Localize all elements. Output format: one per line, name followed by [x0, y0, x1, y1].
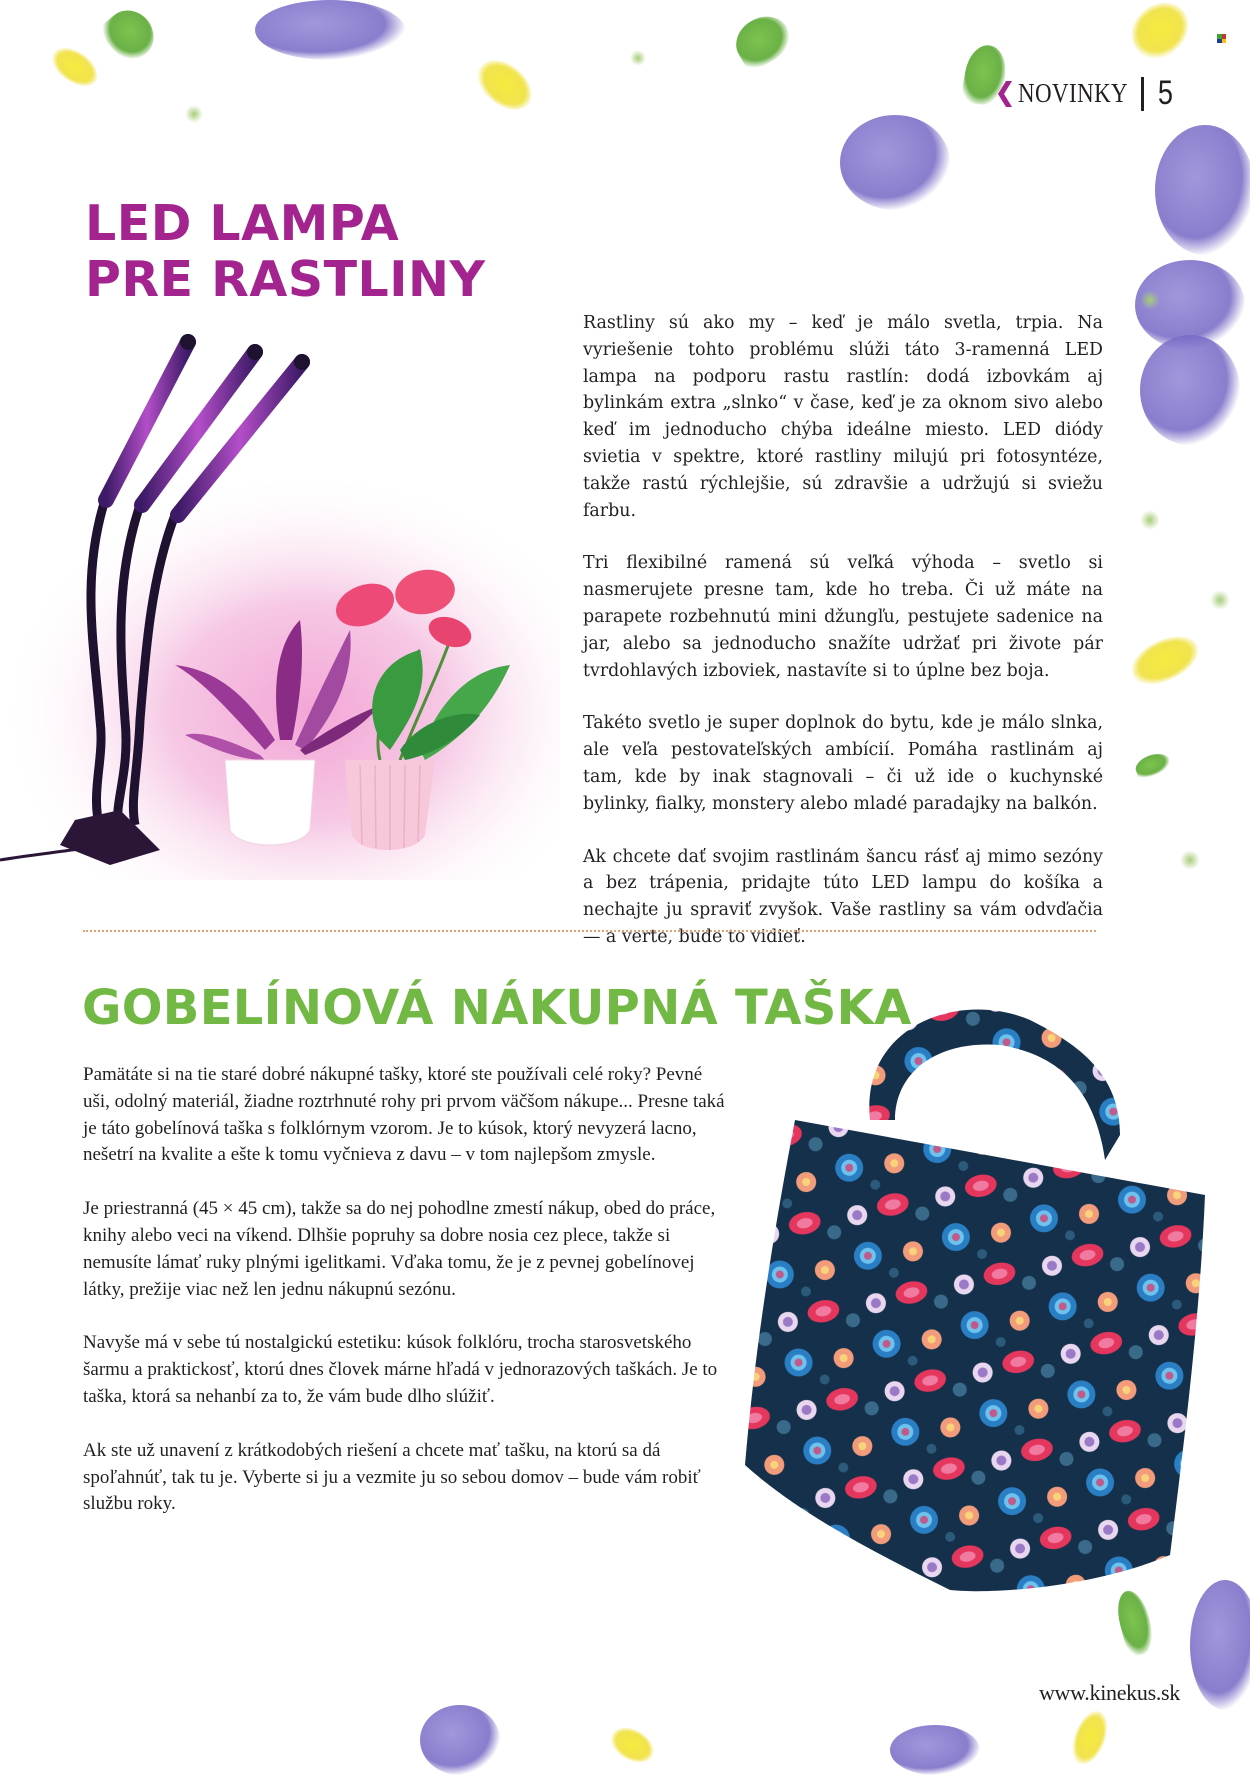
yellow-petal-decoration: [606, 1721, 660, 1769]
corner-logo-icon: [1217, 34, 1226, 43]
green-dot-decoration: [1210, 590, 1230, 610]
green-dot-decoration: [1140, 290, 1160, 310]
green-leaf-decoration: [1133, 750, 1173, 781]
bag-paragraph-2: Je priestranná (45 × 45 cm), takže sa do nej pohodlne zmestí nákup, obed do práce, knihy alebo veci na víkend. Dlhšie popruhy sa dobre nosia cez plece, takže si nemusíte lámať ruky plnými igelitkami. Vďaka tomu, že je z pevnej gobelínovej látky, prežije viac než len jednu nákupnú sezónu.: [83, 1198, 716, 1300]
bag-paragraph-4: Ak ste už unavení z krátkodobých riešení a chcete mať tašku, na ktorú sa dá spoľahnúť, tak tu je. Vyberte si ju a vezmite ju so sebou domov – bude vám robiť službu roky.: [83, 1439, 701, 1515]
lamp-article-title: [85, 196, 486, 308]
violet-petal-decoration: [255, 0, 405, 60]
violet-petal-decoration: [1135, 260, 1245, 350]
lamp-title-line-1: LED LAMPA: [85, 195, 400, 252]
yellow-petal-decoration: [1121, 0, 1199, 68]
led-lamp-product-image: [0, 320, 560, 880]
yellow-petal-decoration: [469, 50, 541, 119]
yellow-petal-decoration: [1066, 1707, 1113, 1769]
section-divider: [83, 930, 1096, 932]
website-link[interactable]: www.kinekus.sk: [1038, 1680, 1180, 1705]
green-dot-decoration: [1140, 510, 1160, 530]
violet-petal-decoration: [1190, 1580, 1250, 1710]
bag-article-body: [83, 1062, 728, 1545]
green-leaf-decoration: [1112, 1587, 1158, 1658]
bag-paragraph-1: Pamätáte si na tie staré dobré nákupné tašky, ktoré ste používali celé roky? Pevné uši, odolný materiál, žiadne roztrhnuté rohy pri prvom väčšom nákupe... Presne taká je táto gobelínová taška s folklórnym vzorom. Je to kúsok, ktorý nevyzerá lacno, nešetrí na kvalite a ešte k tomu vyčnieva z davu – v tom najlepšom zmysle.: [83, 1064, 725, 1166]
green-dot-decoration: [1180, 850, 1200, 870]
lamp-paragraph-2: Tri flexibilné ramená sú veľká výhoda – svetlo si nasmerujete presne tam, kde ho treba. Či už máte na parapete rozbehnutú mini džungľu, pestujete sadenice na jar, alebo sa jednoducho snažíte udržať pri živote pár tvrdohlavých izboviek, nastavíte si to úplne bez boja.: [583, 553, 1103, 681]
lamp-article-body: [583, 310, 1103, 977]
lamp-paragraph-4: Ak chcete dať svojim rastlinám šancu rásť aj mimo sezóny a bez trápenia, pridajte túto LED lampu do košíka a nechajte ju spraviť zvyšok. Vaše rastliny sa vám odvďačia — a verte, bude to vidieť.: [583, 846, 1103, 947]
green-dot-decoration: [630, 50, 646, 66]
lamp-paragraph-3: Takéto svetlo je super doplnok do bytu, kde je málo slnka, ale veľa pestovateľských ambícií. Pomáha rastlinám aj tam, kde by inak stagnovali – či už ide o kuchynské bylinky, fialky, monstery alebo mladé paradajky na balkón.: [583, 713, 1103, 814]
lamp-title-line-2: PRE RASTLINY: [85, 251, 486, 308]
yellow-petal-decoration: [1125, 627, 1205, 693]
bag-paragraph-3: Navyše má v sebe tú nostalgickú estetiku: kúsok folklóru, trocha starosvetského šarmu a praktickosť, ktorú dnes človek márne hľadá v jednorazových taškách. Je to taška, ktorá sa nehanbí za to, že vám bude dlho slúžiť.: [83, 1332, 718, 1407]
tote-bag-product-image: [700, 995, 1220, 1595]
page-header: [998, 74, 1175, 113]
header-divider: [1141, 77, 1144, 111]
green-leaf-decoration: [97, 1, 164, 68]
green-dot-decoration: [185, 105, 203, 123]
yellow-petal-decoration: [46, 40, 104, 93]
violet-petal-decoration: [1155, 125, 1250, 255]
violet-petal-decoration: [840, 115, 950, 210]
bag-article-title: GOBELÍNOVÁ NÁKUPNÁ TAŠKA: [82, 980, 912, 1036]
lamp-paragraph-1: Rastliny sú ako my – keď je málo svetla, trpia. Na vyriešenie tohto problému slúži táto 3-ramenná LED lampa na podporu rastu rastlín: dodá izbovkám aj bylinkám extra „slnko“ v čase, keď je za oknom sivo alebo keď im jednoducho chýba ideálne miesto. LED diódy svietia v spektre, ktoré rastliny milujú pri fotosyntéze, takže rastú rýchlejšie, sú zdravšie a udržujú si sviežu farbu.: [583, 313, 1103, 521]
green-leaf-decoration: [727, 7, 797, 73]
violet-petal-decoration: [420, 1705, 500, 1775]
chevron-left-icon: [998, 81, 1014, 107]
violet-petal-decoration: [1140, 335, 1240, 445]
page-number: 5: [1157, 74, 1174, 112]
section-label: NOVINKY: [1017, 78, 1128, 108]
